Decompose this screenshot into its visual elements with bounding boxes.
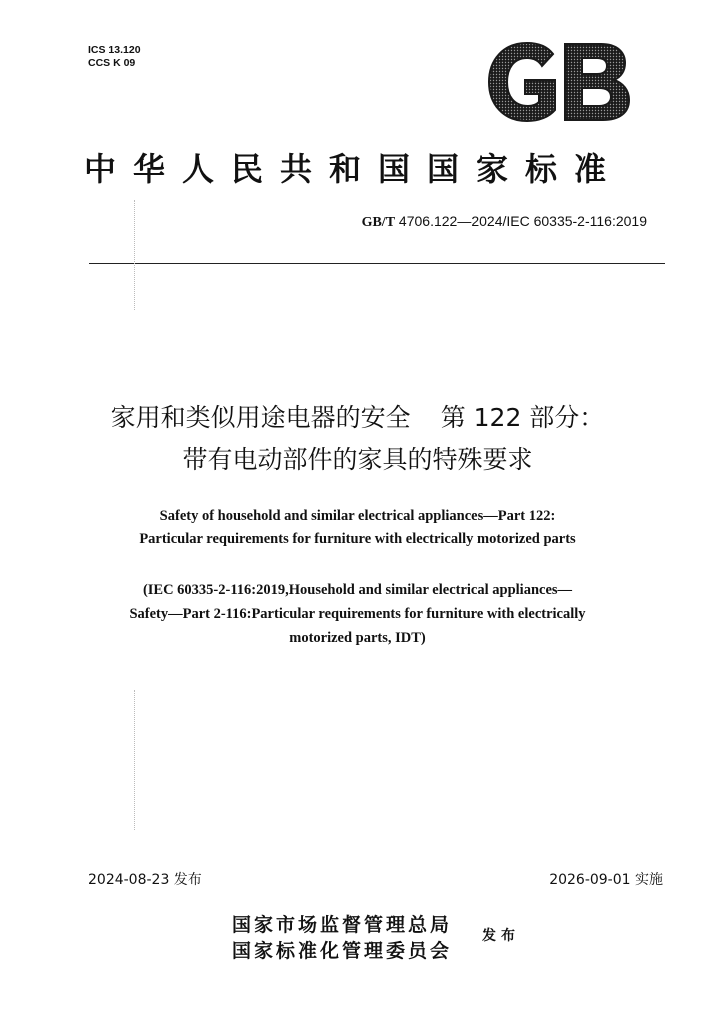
national-standard-heading: 中华人民共和国国家标准 <box>84 150 624 188</box>
gb-logo <box>483 40 635 124</box>
publish-label: 发布 <box>482 928 520 944</box>
ics-code: ICS 13.120 <box>88 44 141 56</box>
chinese-title-main: 家用和类似用途电器的安全 <box>110 403 411 432</box>
issuer-sac: 国家标准化管理委员会 <box>232 940 453 962</box>
standard-number <box>362 213 647 231</box>
ccs-code: CCS K 09 <box>88 57 136 69</box>
iec-reference-line-2: Safety—Part 2-116:Particular requirements for furniture with electrically <box>129 606 586 622</box>
implementation-date: 2026-09-01 实施 <box>549 872 663 888</box>
issue-date: 2024-08-23 发布 <box>88 872 202 888</box>
header-divider <box>89 263 665 264</box>
scan-dots <box>134 690 136 830</box>
iec-reference-line-1: (IEC 60335-2-116:2019,Household and similar electrical appliances— <box>142 582 573 598</box>
english-title-line-1: Safety of household and similar electrical appliances—Part 122: <box>159 508 556 524</box>
chinese-title-line-1 <box>0 398 715 434</box>
scan-dots <box>134 200 136 310</box>
english-title-line-2: Particular requirements for furniture with electrically motorized parts <box>139 531 576 547</box>
classification-codes <box>88 44 141 70</box>
issuer-samr: 国家市场监督管理总局 <box>232 914 453 936</box>
logo-text: GB <box>559 90 561 91</box>
standard-number-rest: 4706.122—2024/IEC 60335-2-116:2019 <box>395 213 647 229</box>
standard-prefix: GB/T <box>361 215 396 230</box>
iec-reference-line-3: motorized parts, IDT) <box>289 630 426 646</box>
chinese-title-part: 第 122 部分： <box>440 403 605 432</box>
chinese-title-line-2: 带有电动部件的家具的特殊要求 <box>182 445 533 474</box>
